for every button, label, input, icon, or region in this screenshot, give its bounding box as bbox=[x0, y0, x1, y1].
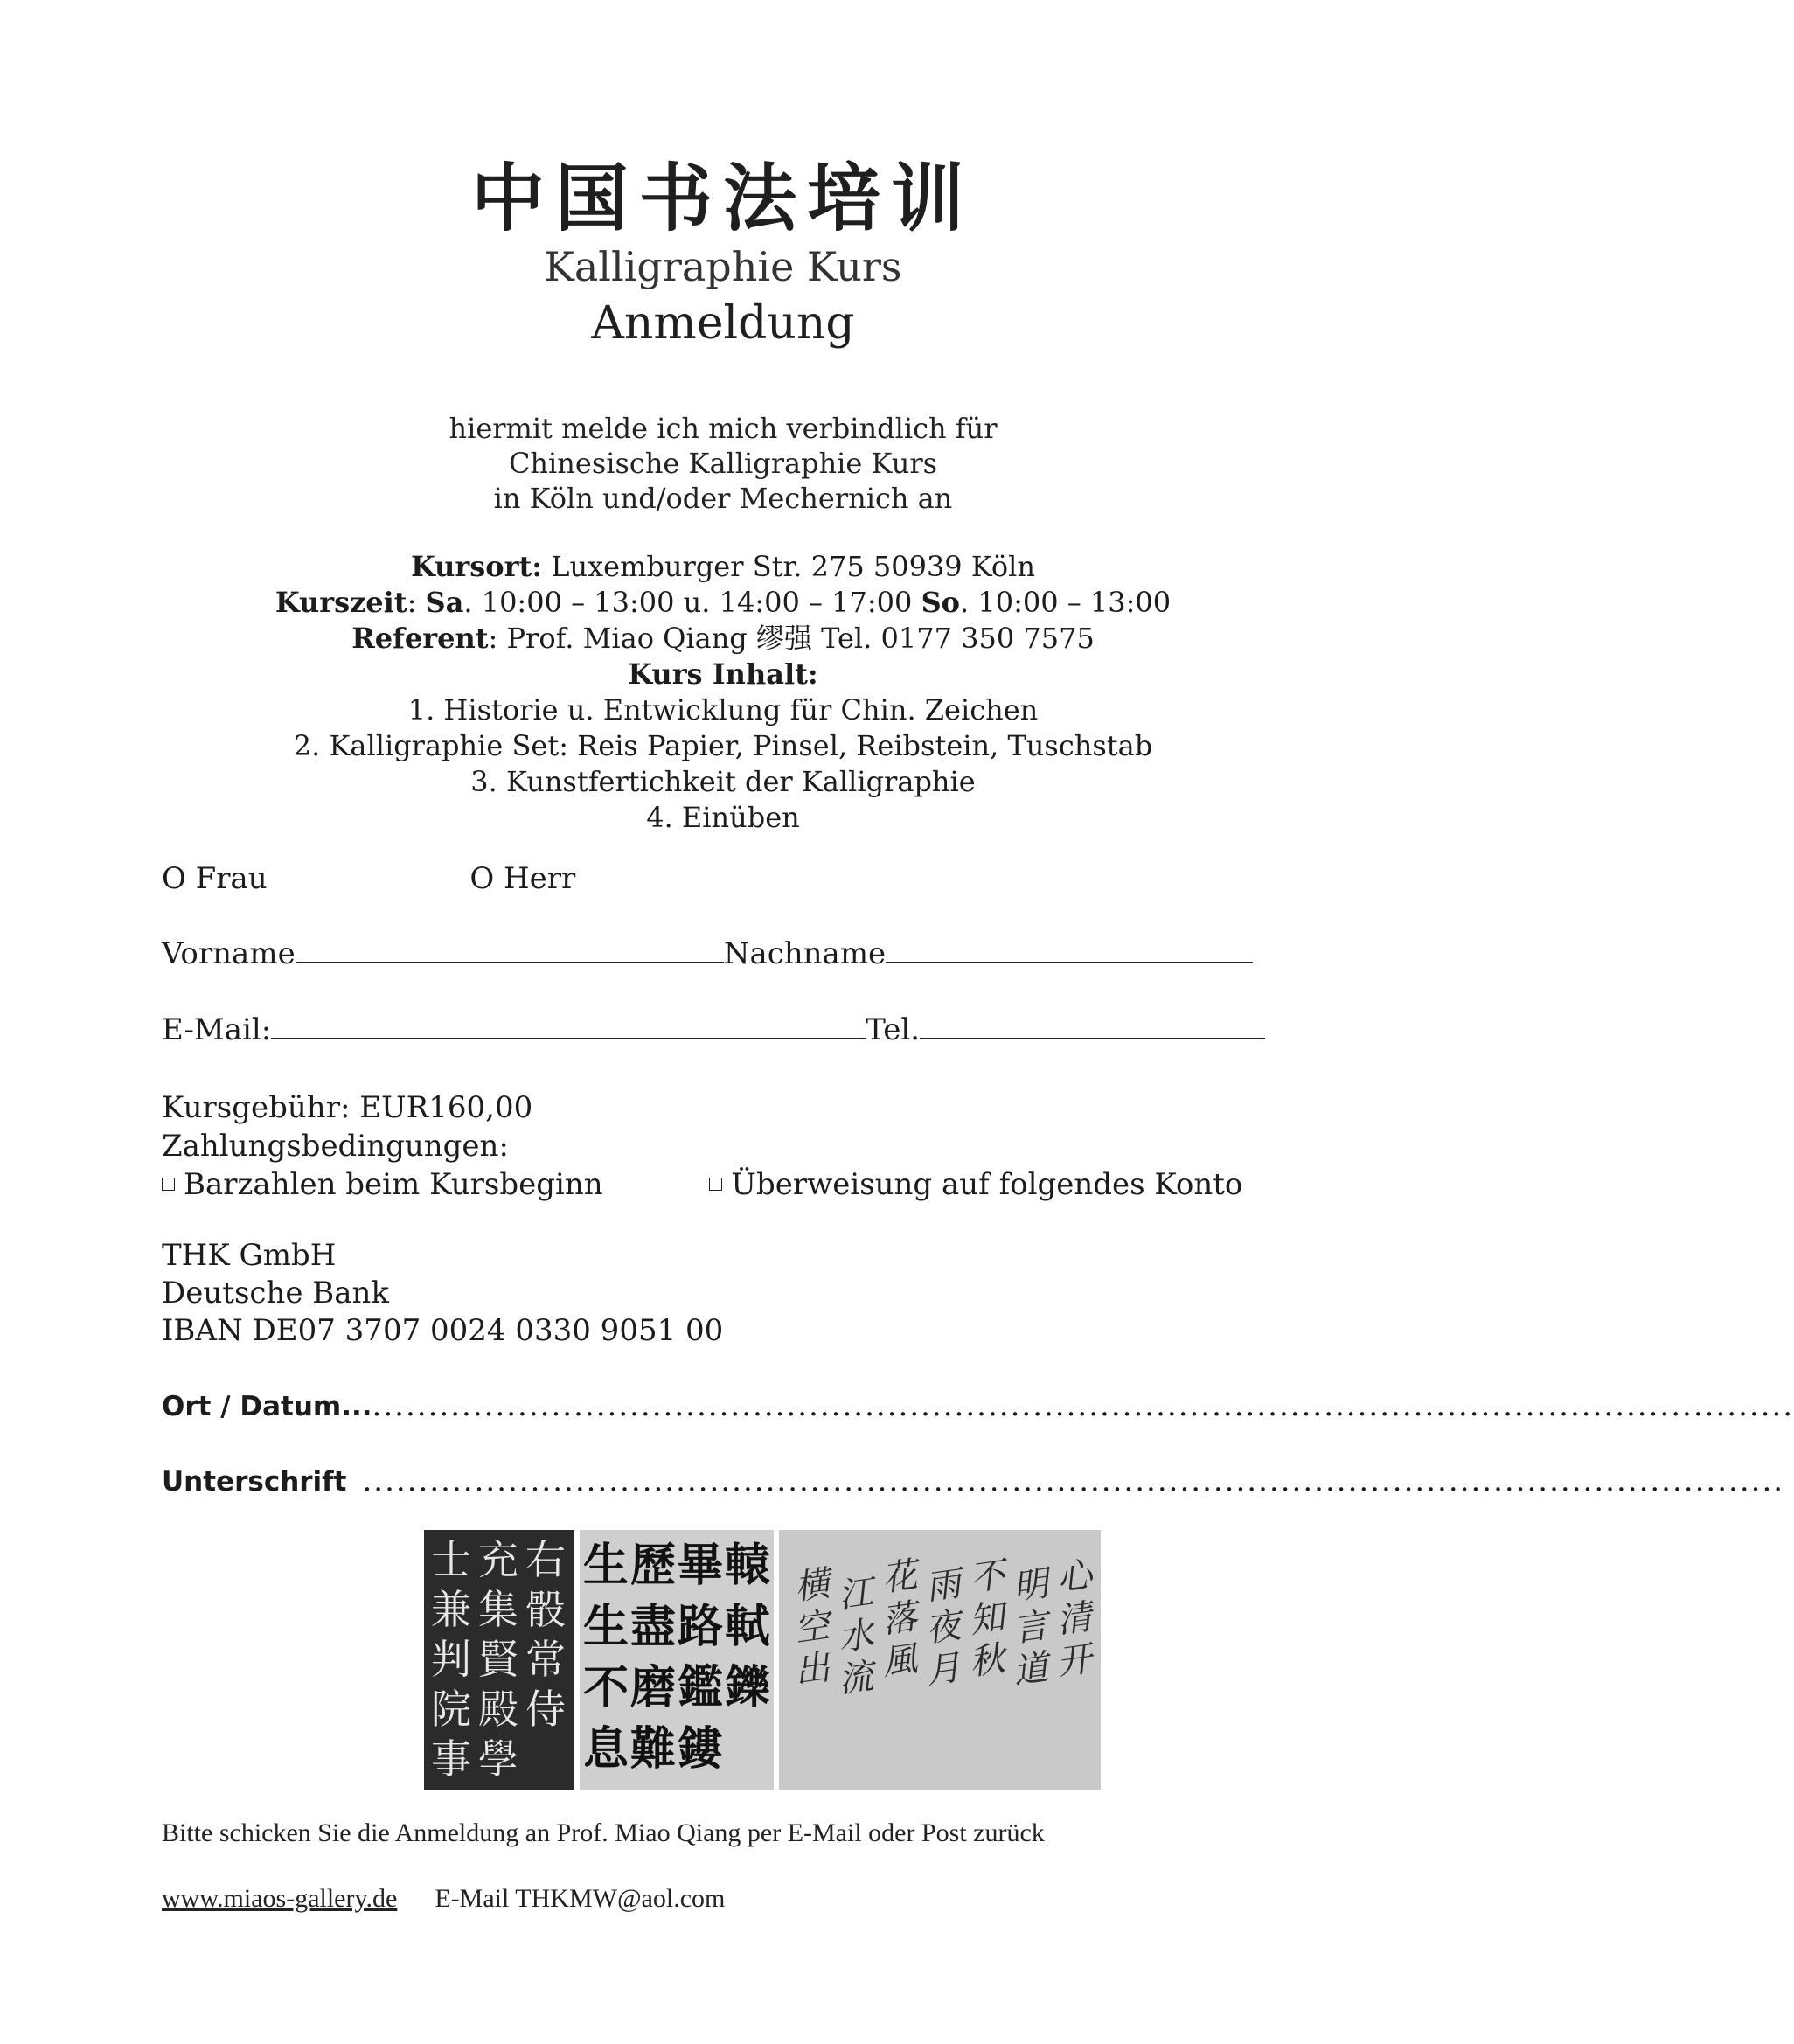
course-fee: Kursgebühr: EUR160,00 bbox=[162, 1090, 533, 1125]
last-name-label: Nachname bbox=[723, 936, 887, 971]
glyph: 生 bbox=[582, 1539, 629, 1592]
glyph: 空 bbox=[791, 1605, 833, 1651]
glyph-column bbox=[835, 1572, 877, 1701]
glyph: 雨 bbox=[922, 1563, 964, 1609]
glyph: 鑑 bbox=[677, 1661, 723, 1714]
salutation-herr[interactable]: O Herr bbox=[469, 861, 576, 896]
glyph: 横 bbox=[791, 1563, 833, 1609]
glyph: 難 bbox=[629, 1722, 676, 1776]
glyph: 清 bbox=[1053, 1596, 1095, 1642]
glyph: 花 bbox=[879, 1554, 921, 1600]
subtitle: Kalligraphie Kurs bbox=[544, 243, 902, 290]
glyph: 夜 bbox=[922, 1605, 964, 1651]
first-name-field[interactable] bbox=[296, 961, 724, 963]
website-link[interactable]: www.miaos-gallery.de bbox=[162, 1884, 398, 1913]
content-label: Kurs Inhalt: bbox=[628, 657, 818, 691]
glyph: 息 bbox=[582, 1722, 629, 1776]
glyph: 鏤 bbox=[677, 1722, 723, 1776]
cash-option-label: Barzahlen beim Kursbeginn bbox=[184, 1167, 603, 1202]
first-name-label: Vorname bbox=[162, 936, 296, 971]
payment-options bbox=[162, 1165, 1242, 1204]
glyph-column bbox=[630, 1535, 676, 1780]
glyph: 磨 bbox=[629, 1661, 676, 1714]
sunday-label: So bbox=[921, 586, 961, 619]
glyph: 賢 bbox=[478, 1636, 518, 1683]
glyph: 常 bbox=[525, 1636, 566, 1683]
glyph: 不 bbox=[582, 1661, 629, 1714]
bank-name: Deutsche Bank bbox=[162, 1276, 390, 1311]
glyph: 畢 bbox=[677, 1539, 723, 1592]
course-content-heading bbox=[0, 657, 1446, 692]
glyph: 殿 bbox=[478, 1686, 518, 1733]
iban: IBAN DE07 3707 0024 0330 9051 00 bbox=[162, 1313, 724, 1348]
glyph: 道 bbox=[1010, 1647, 1052, 1693]
name-row bbox=[162, 936, 1253, 971]
glyph-column bbox=[478, 1535, 518, 1784]
contact-email[interactable]: E-Mail THKMW@aol.com bbox=[435, 1884, 726, 1913]
glyph: 生 bbox=[582, 1600, 629, 1653]
sunday-value: . 10:00 – 13:00 bbox=[960, 586, 1172, 619]
email-label: E-Mail: bbox=[162, 1012, 272, 1047]
glyph: 事 bbox=[431, 1735, 471, 1783]
glyph: 水 bbox=[835, 1614, 877, 1659]
saturday-value: . 10:00 – 13:00 u. 14:00 – 17:00 bbox=[463, 586, 921, 619]
glyph-column bbox=[966, 1554, 1008, 1684]
salutation-row bbox=[162, 861, 575, 896]
glyph: 歷 bbox=[629, 1539, 676, 1592]
glyph-column bbox=[1053, 1554, 1095, 1684]
place-date-label: Ort / Datum... bbox=[162, 1391, 372, 1422]
intro-line: in Köln und/oder Mechernich an bbox=[493, 482, 953, 515]
course-time-sep: : bbox=[407, 586, 426, 619]
salutation-frau[interactable]: O Frau bbox=[162, 861, 268, 896]
signature-row bbox=[162, 1463, 1785, 1498]
transfer-checkbox[interactable] bbox=[709, 1178, 722, 1191]
bank-details bbox=[162, 1237, 723, 1350]
glyph: 出 bbox=[791, 1647, 833, 1693]
glyph-column bbox=[678, 1535, 723, 1780]
glyph: 落 bbox=[879, 1596, 921, 1642]
glyph: 明 bbox=[1010, 1563, 1052, 1609]
glyph: 路 bbox=[677, 1600, 723, 1653]
email-row bbox=[162, 1012, 1265, 1047]
course-content-item: 1. Historie u. Entwicklung für Chin. Zeichen bbox=[407, 693, 1039, 727]
glyph: 鑠 bbox=[724, 1661, 770, 1714]
glyph: 轅 bbox=[724, 1539, 770, 1592]
glyph: 右 bbox=[525, 1536, 566, 1583]
glyph: 風 bbox=[879, 1638, 921, 1684]
calligraphy-image-clerical-script bbox=[580, 1530, 774, 1790]
email-field[interactable] bbox=[271, 1037, 866, 1039]
signature-field[interactable]: ............................................................................................................................... bbox=[362, 1463, 1785, 1498]
glyph: 言 bbox=[1010, 1605, 1052, 1651]
contact-links bbox=[162, 1884, 725, 1914]
glyph: 院 bbox=[431, 1686, 471, 1733]
glyph: 學 bbox=[478, 1735, 518, 1783]
glyph-column bbox=[525, 1535, 566, 1735]
cash-checkbox[interactable] bbox=[162, 1178, 175, 1191]
glyph: 判 bbox=[431, 1636, 471, 1683]
signature-label: Unterschrift bbox=[162, 1466, 347, 1498]
bank-company: THK GmbH bbox=[162, 1238, 337, 1273]
glyph: 侍 bbox=[525, 1686, 566, 1733]
glyph: 軾 bbox=[724, 1600, 770, 1653]
glyph: 盡 bbox=[629, 1600, 676, 1653]
glyph-column bbox=[922, 1563, 964, 1693]
glyph: 骰 bbox=[525, 1586, 566, 1633]
place-date-row bbox=[162, 1388, 1794, 1423]
return-instructions: Bitte schicken Sie die Anmeldung an Prof. Miao Qiang per E-Mail oder Post zurück bbox=[162, 1818, 1045, 1847]
course-time-label: Kurszeit bbox=[275, 586, 407, 619]
glyph-column bbox=[431, 1535, 471, 1784]
glyph-column bbox=[791, 1563, 833, 1693]
chinese-title: 中国书法培训 bbox=[470, 155, 975, 241]
glyph: 充 bbox=[478, 1536, 518, 1583]
glyph-column bbox=[1010, 1563, 1052, 1693]
intro-line: hiermit melde ich mich verbindlich für bbox=[448, 412, 998, 445]
payment-section bbox=[162, 1088, 1242, 1204]
intro-line: Chinesische Kalligraphie Kurs bbox=[508, 447, 938, 480]
glyph: 流 bbox=[835, 1656, 877, 1701]
calligraphy-image-cursive-script bbox=[779, 1530, 1101, 1790]
glyph-column bbox=[725, 1535, 770, 1719]
course-place-value: Luxemburger Str. 275 50939 Köln bbox=[542, 550, 1035, 583]
speaker-label: Referent bbox=[351, 622, 489, 655]
course-info bbox=[0, 549, 1446, 836]
phone-label: Tel. bbox=[866, 1012, 921, 1047]
payment-terms-label: Zahlungsbedingungen: bbox=[162, 1129, 509, 1164]
course-place bbox=[0, 549, 1446, 585]
page-title: Anmeldung bbox=[591, 297, 855, 350]
saturday-label: Sa bbox=[425, 586, 464, 619]
glyph: 士 bbox=[431, 1536, 471, 1583]
intro-text bbox=[0, 411, 1446, 516]
speaker-value: : Prof. Miao Qiang 缪强 Tel. 0177 350 7575 bbox=[488, 622, 1095, 655]
place-date-field[interactable]: ............................................................................................................................... bbox=[372, 1388, 1794, 1423]
glyph: 集 bbox=[478, 1586, 518, 1633]
glyph: 兼 bbox=[431, 1586, 471, 1633]
course-content-item: 4. Einüben bbox=[646, 801, 800, 834]
last-name-field[interactable] bbox=[886, 961, 1253, 963]
phone-field[interactable] bbox=[920, 1037, 1265, 1039]
glyph: 秋 bbox=[966, 1638, 1008, 1684]
calligraphy-image-regular-script bbox=[424, 1530, 574, 1790]
calligraphy-gallery bbox=[424, 1530, 1101, 1790]
transfer-option-label: Überweisung auf folgendes Konto bbox=[731, 1167, 1243, 1202]
glyph: 开 bbox=[1053, 1638, 1095, 1684]
glyph-column bbox=[879, 1554, 921, 1684]
course-time bbox=[0, 585, 1446, 621]
glyph: 知 bbox=[966, 1596, 1008, 1642]
glyph: 不 bbox=[966, 1554, 1008, 1600]
glyph: 江 bbox=[835, 1572, 877, 1617]
glyph: 心 bbox=[1053, 1554, 1095, 1600]
glyph: 月 bbox=[922, 1647, 964, 1693]
glyph-column bbox=[583, 1535, 629, 1780]
course-content-item: 3. Kunstfertichkeit der Kalligraphie bbox=[470, 765, 976, 798]
course-content-item: 2. Kalligraphie Set: Reis Papier, Pinsel, Reibstein, Tuschstab bbox=[293, 729, 1153, 762]
course-speaker bbox=[0, 621, 1446, 657]
course-place-label: Kursort: bbox=[411, 550, 543, 583]
